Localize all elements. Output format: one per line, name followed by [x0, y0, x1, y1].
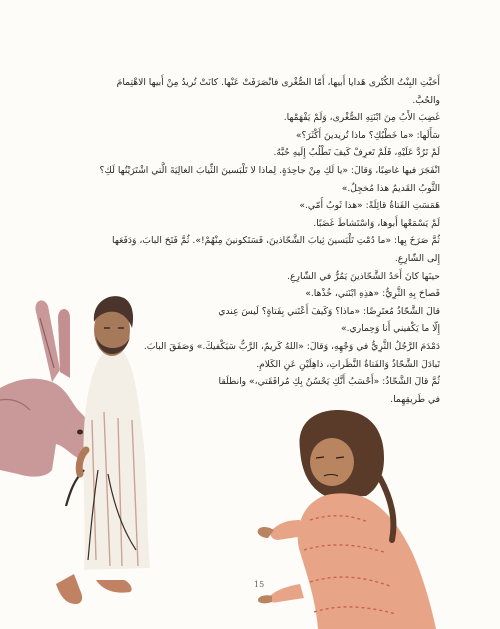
story-line: انْفَجَرَ فيها غاضِبًا، وَقالَ: «يا لَكِ مِنْ جاحِدَةٍ. لِماذا لا تَلْبَسينَ الثِّيابَ الغالِيَةَ الَّتي اشْتَرَيْتُها لَكِ؟: [99, 164, 440, 176]
story-line: دَمْدَمَ الرَّجُلُ الثَّرِيُّ في وَجْهِهِ، وَقالَ: «اللهُ كَريمٌ، الرَّبُّ سَيَكْفيكَ.» وَصَفَقَ البابَ.: [143, 340, 440, 352]
story-line: لَمْ يَسْمَعْها أَبوها، وَاسْتَشاطَ غَضَبًا.: [313, 217, 440, 229]
story-line: ثُمَّ صَرَخَ بِها: «ما دُمْتِ تَلْبَسينَ ثِيابَ الشَّحّاذينَ، فَسَتَكونينَ مِنْهُمْ!». ثُمَّ فَتَحَ البابَ، وَدَفَعَها: [112, 235, 440, 247]
story-text: [62, 74, 440, 408]
story-line: والحُبَّ.: [412, 94, 440, 106]
page-number: 15: [254, 580, 265, 589]
story-line: سَأَلَها: «ما خَطْبُكِ؟ ماذا تُريدينَ أَكْثَرَ؟»: [295, 129, 440, 141]
story-line: تَبادَلَ الشَّحّاذُ وَالفَتاةُ النَّظَراتِ، ذاهِلَيْنِ عَنِ الكَلامِ.: [256, 358, 440, 370]
story-line: حينَها كانَ أَحَدُ الشَّحّاذينَ يَمُرُّ في الشّارِعِ.: [287, 270, 440, 282]
story-line: لَمْ تَرُدَّ عَلَيْهِ، فَلَمْ تَعرِفْ كَيفَ تَطْلُبُ إِلَيهِ حُبَّهُ.: [273, 147, 440, 159]
story-line: ثُمَّ قالَ الشَّحّاذُ: «أَحْسَبُ أَنَّكِ يَحْسُنُ بِكِ مُرافَقَتي،» وانطلَقا: [218, 376, 440, 388]
story-line: في طَريقِهِما.: [390, 393, 440, 405]
story-line: هَمَسَتِ الفَتاةُ قائِلَةً: «هذا ثَوبُ أُمّي.»: [299, 200, 440, 212]
story-line: قالَ الشَّحّاذُ مُعتَرِضًا: «ماذا؟ وَكَيفَ أَعْتَني بِفَتاةٍ؟ لَيسَ عِندي: [218, 305, 440, 317]
girl-figure: [258, 410, 436, 629]
story-line: الثَّوبُ القَديمُ هذا مُخجِلٌ.»: [341, 182, 440, 194]
story-line: غَضِبَ الأَبُ مِنَ ابْنَتِهِ الصُّغْرى، وَلَمْ يَفْهَمْها.: [283, 112, 440, 124]
story-line: إِلّا ما يَكْفيني أَنا وَحِماري.»: [341, 323, 440, 335]
story-line: إِلى الشّارِعِ.: [394, 252, 440, 264]
story-line: أَحَبَّتِ البِنْتُ الكُبْرى هَدايا أَبيها، أَمّا الصُّغْرى فانْصَرَفَتْ عَنْها. كانَتْ تُريدُ مِنْ أَبيها الاهْتِمامَ: [116, 77, 440, 88]
story-line: فَصاحَ بِهِ الثَّرِيُّ: «هذِهِ ابْنَتي، خُذْها.»: [305, 288, 440, 300]
